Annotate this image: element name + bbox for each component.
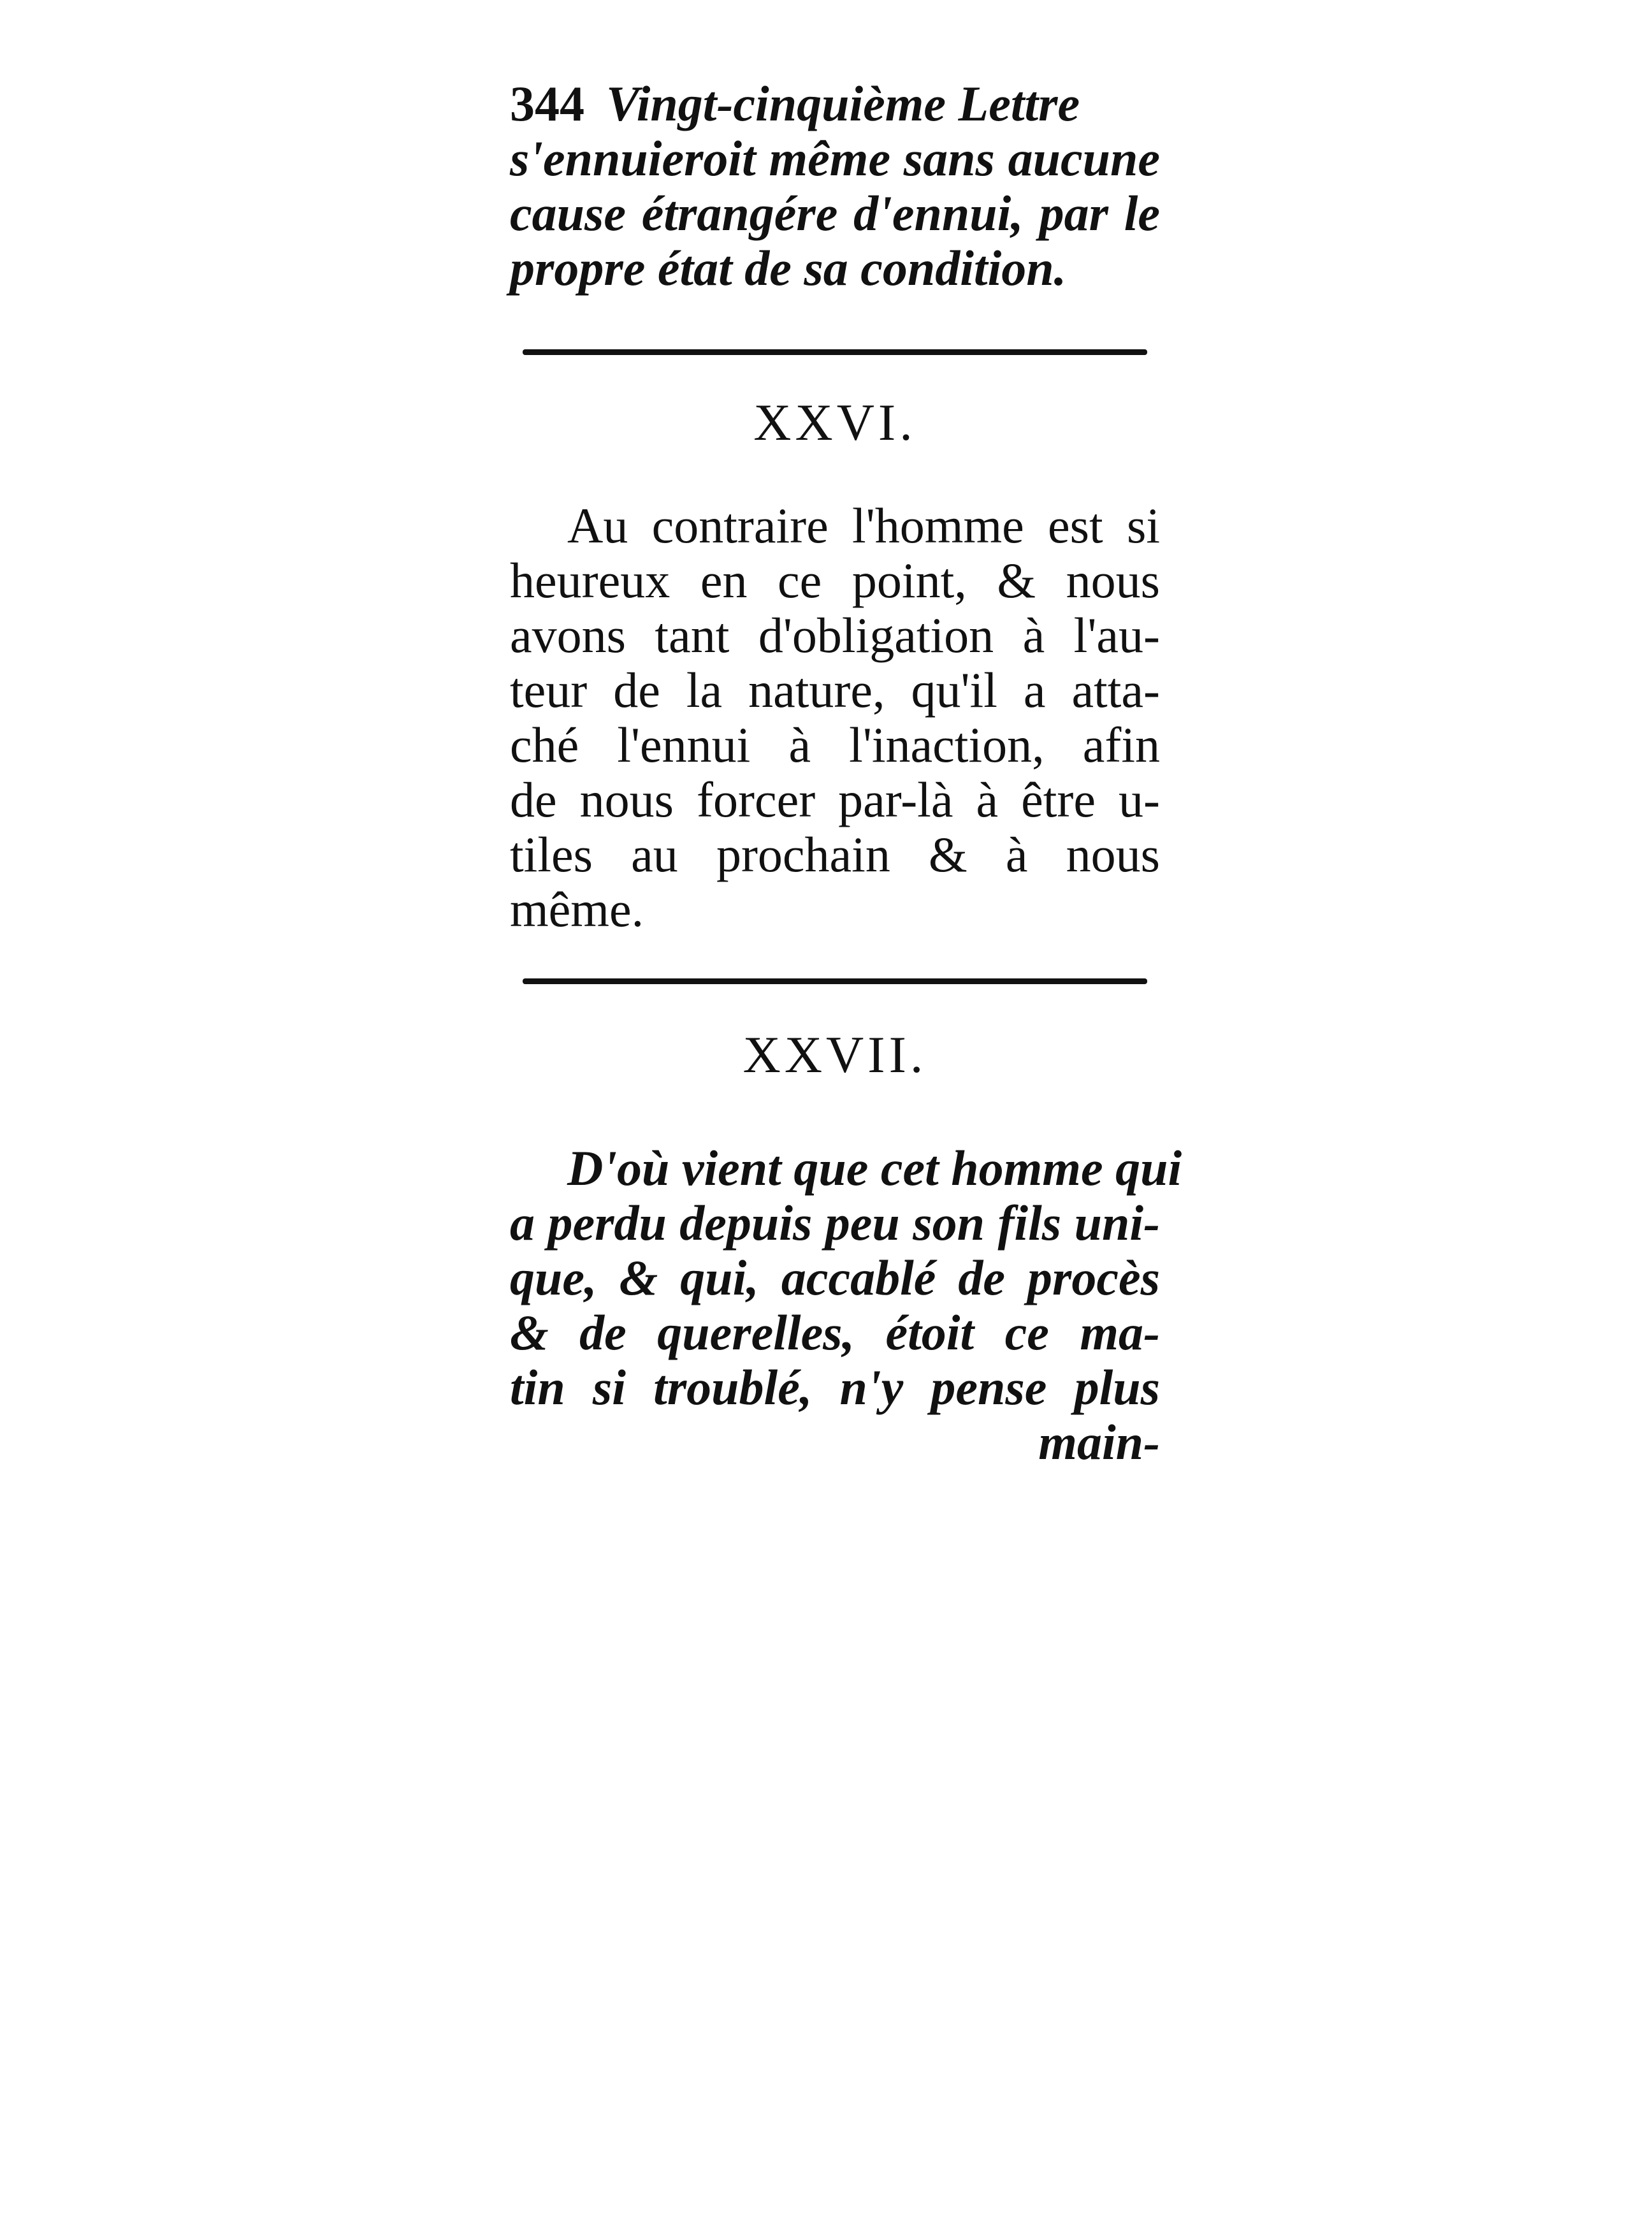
- section-number-xxvii: XXVII.: [743, 1026, 927, 1084]
- section-number-xxvi: XXVI.: [753, 393, 917, 451]
- paragraph-line: tin si troublé, n'y pense plus: [510, 1360, 1160, 1415]
- section-divider-rule: [523, 349, 1147, 355]
- paragraph-line: de nous forcer par-là à être u-: [510, 772, 1160, 827]
- intro-line: s'ennuieroit même sans aucune: [510, 131, 1160, 186]
- paragraph-line: heureux en ce point, & nous: [510, 553, 1160, 608]
- running-header: [510, 76, 1160, 131]
- page-number: 344: [510, 76, 584, 131]
- running-title: Vingt-cinquième Lettre: [606, 76, 1080, 131]
- paragraph-line: avons tant d'obligation à l'au-: [510, 607, 1160, 663]
- section-divider-rule: [523, 978, 1147, 984]
- intro-text-block: [510, 76, 1160, 296]
- paragraph-line: teur de la nature, qu'il a atta-: [510, 662, 1160, 718]
- paragraph-line: & de querelles, étoit ce ma-: [510, 1305, 1160, 1360]
- section-xxvii-text: [510, 1140, 1182, 1470]
- paragraph-line: Au contraire l'homme est si: [567, 498, 1160, 553]
- paragraph-line: a perdu depuis peu son fils uni-: [510, 1195, 1160, 1251]
- catchword: main-: [1038, 1414, 1160, 1470]
- paragraph-line: que, & qui, accablé de procès: [510, 1250, 1160, 1305]
- paragraph-line: D'où vient que cet homme qui: [567, 1140, 1182, 1196]
- paragraph-line: tiles au prochain & à nous: [510, 827, 1160, 882]
- intro-line: cause étrangére d'ennui, par le: [510, 185, 1160, 241]
- intro-line: propre état de sa condition.: [510, 240, 1067, 296]
- paragraph-line: ché l'ennui à l'inaction, afin: [510, 717, 1160, 773]
- paragraph-line: même.: [510, 882, 644, 937]
- section-xxvi-text: [510, 498, 1160, 937]
